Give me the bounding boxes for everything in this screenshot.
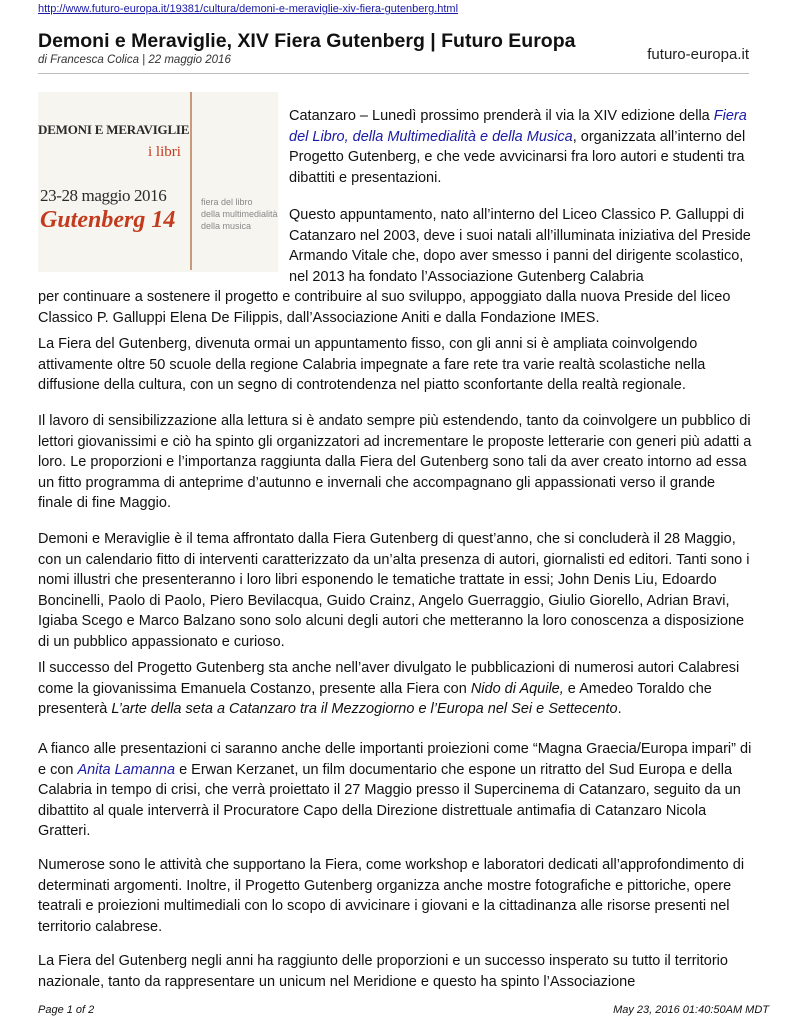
text-run: Il successo del Progetto Gutenberg sta anche nell’aver divulgato le pubblicazioni di numerosi autori Calabresi come la giovanissima Emanuela Costanzo, presente alla Fiera con — [38, 660, 740, 697]
article-title: Demoni e Meraviglie, XIV Fiera Gutenberg | Futuro Europa — [38, 30, 576, 52]
flyer-event-name: Gutenberg 14 — [40, 207, 176, 233]
page-number: Page 1 of 2 — [38, 1004, 95, 1016]
paragraph-2b: per continuare a sostenere il progetto e contribuire al suo sviluppo, appoggiato dalla nuova Preside del liceo Classico P. Galluppi Elena De Filippis, dall’Associazione Aniti e dalla Fondazione IMES. — [38, 289, 731, 326]
text-run: Catanzaro – Lunedì prossimo prenderà il via la XIV edizione della — [289, 108, 714, 124]
flyer-divider — [190, 92, 192, 270]
flyer-side-text — [201, 196, 278, 232]
paragraph-6 — [38, 658, 753, 720]
flyer-title: DEMONI E MERAVIGLIE — [38, 122, 190, 137]
paragraph-5: Demoni e Meraviglie è il tema affrontato dalla Fiera Gutenberg di quest’anno, che si concluderà il 28 Maggio, con un calendario fitto di interventi caratterizzato da un’alta presenza di autori, giornalisti ed editori. Tanti sono i nomi illustri che presenteranno i loro libri esponendo le tematiche trattate in essi; John Denis Liu, Edoardo Boncinelli, Paolo di Paolo, Piero Bevilacqua, Guido Crainz, Angelo Guerraggio, Giulio Giorello, Adrian Bravi, Igiaba Scego e Marco Balzano sono solo alcuni degli autori che metteranno la loro conoscenza a disposizione di un pubblico appassionato e curioso. — [38, 531, 750, 650]
paragraph-1 — [289, 106, 753, 188]
article-byline: di Francesca Colica | 22 maggio 2016 — [38, 54, 231, 66]
text-run: e Amedeo Toraldo che presenterà — [38, 680, 712, 717]
text-run: , organizzata all’interno del Progetto Gutenberg, e che vede avvicinarsi fra loro autori e studenti tra dibattiti e presentazioni. — [289, 128, 746, 186]
paragraph-3: La Fiera del Gutenberg, divenuta ormai un appuntamento fisso, con gli anni si è ampliata coinvolgendo attivamente oltre 50 scuole della regione Calabria impegnate a fare rete tra varie realtà scolastiche nella diffusione della cultura, con un segno di controtendenza nel piatto sconfortante della realtà regionale. — [38, 336, 706, 393]
book-title: Nido di Aquile, — [470, 680, 564, 697]
flyer-side-line: della musica — [201, 221, 252, 231]
flyer-subtitle: i libri — [148, 144, 181, 160]
flyer-side-line: della multimedialità — [201, 209, 278, 219]
anita-lamanna-link[interactable]: Anita Lamanna — [77, 761, 176, 778]
paragraph-2a: Questo appuntamento, nato all’interno del Liceo Classico P. Galluppi di Catanzaro nel 2003, deve i suoi natali all’illuminata iniziativa del Preside Armando Vitale che, dopo aver smesso i panni del dirigente scolastico, nel 2013 ha fondato l’Associazione Gutenberg Calabria — [289, 207, 751, 285]
page-url[interactable]: http://www.futuro-europa.it/19381/cultura/demoni-e-meraviglie-xiv-fiera-gutenberg.html — [38, 3, 459, 15]
paragraph-4: Il lavoro di sensibilizzazione alla lettura si è andato sempre più estendendo, tanto da coinvolgere un pubblico di lettori giovanissimi e ciò ha spinto gli organizzatori ad incrementare le proposte letterarie con generi più adatti a loro. Le proporzioni e l’importanza raggiunta dalla Fiera del Gutenberg sono tali da aver creato intorno ad essa un fitto programma di anteprime d’autunno e invernali che accompagnano gli appassionati verso il grande finale di fine Maggio. — [38, 413, 752, 511]
text-run: e Erwan Kerzanet, un film documentario che espone un ritratto del Sud Europa e della Calabria in tempo di crisi, che verrà proiettato il 27 Maggio presso il Supercinema di Catanzaro, seguito da un dibattito al quale interverrà il Procuratore Capo della Direzione distrettuale antimafia di Catanzaro Nicola Gratteri. — [38, 761, 741, 839]
paragraph-9: La Fiera del Gutenberg negli anni ha raggiunto delle proporzioni e un successo insperato su tutto il territorio nazionale, tanto da rappresentare un unicum nel Meridione e questo ha spinto l’Associazione — [38, 953, 728, 990]
fiera-link[interactable]: Fiera del Libro, della Multimedialità e della Musica — [289, 108, 747, 145]
event-flyer-image — [38, 92, 278, 272]
text-run: A fianco alle presentazioni ci saranno anche delle importanti proiezioni come “Magna Graecia/Europa impari” di e con — [38, 741, 752, 778]
text-run: . — [617, 701, 622, 717]
book-title: L’arte della seta a Catanzaro tra il Mezzogiorno e l’Europa nel Sei e Settecento — [111, 701, 618, 717]
flyer-side-line: fiera del libro — [201, 197, 253, 207]
header-divider — [38, 73, 749, 74]
flyer-dates: 23-28 maggio 2016 — [40, 186, 167, 205]
paragraph-8: Numerose sono le attività che supportano la Fiera, come workshop e laboratori dedicati all’approfondimento di determinati argomenti. Inoltre, il Progetto Gutenberg organizza anche mostre fotografiche e pittoriche, opere teatrali e proiezioni multimediali con lo scopo di avvicinare i giovani e la cittadinanza alle risorse presenti nel territorio calabrese. — [38, 857, 745, 935]
print-timestamp: May 23, 2016 01:40:50AM MDT — [613, 1004, 769, 1016]
paragraph-7 — [38, 739, 753, 842]
site-name: futuro-europa.it — [647, 46, 749, 63]
